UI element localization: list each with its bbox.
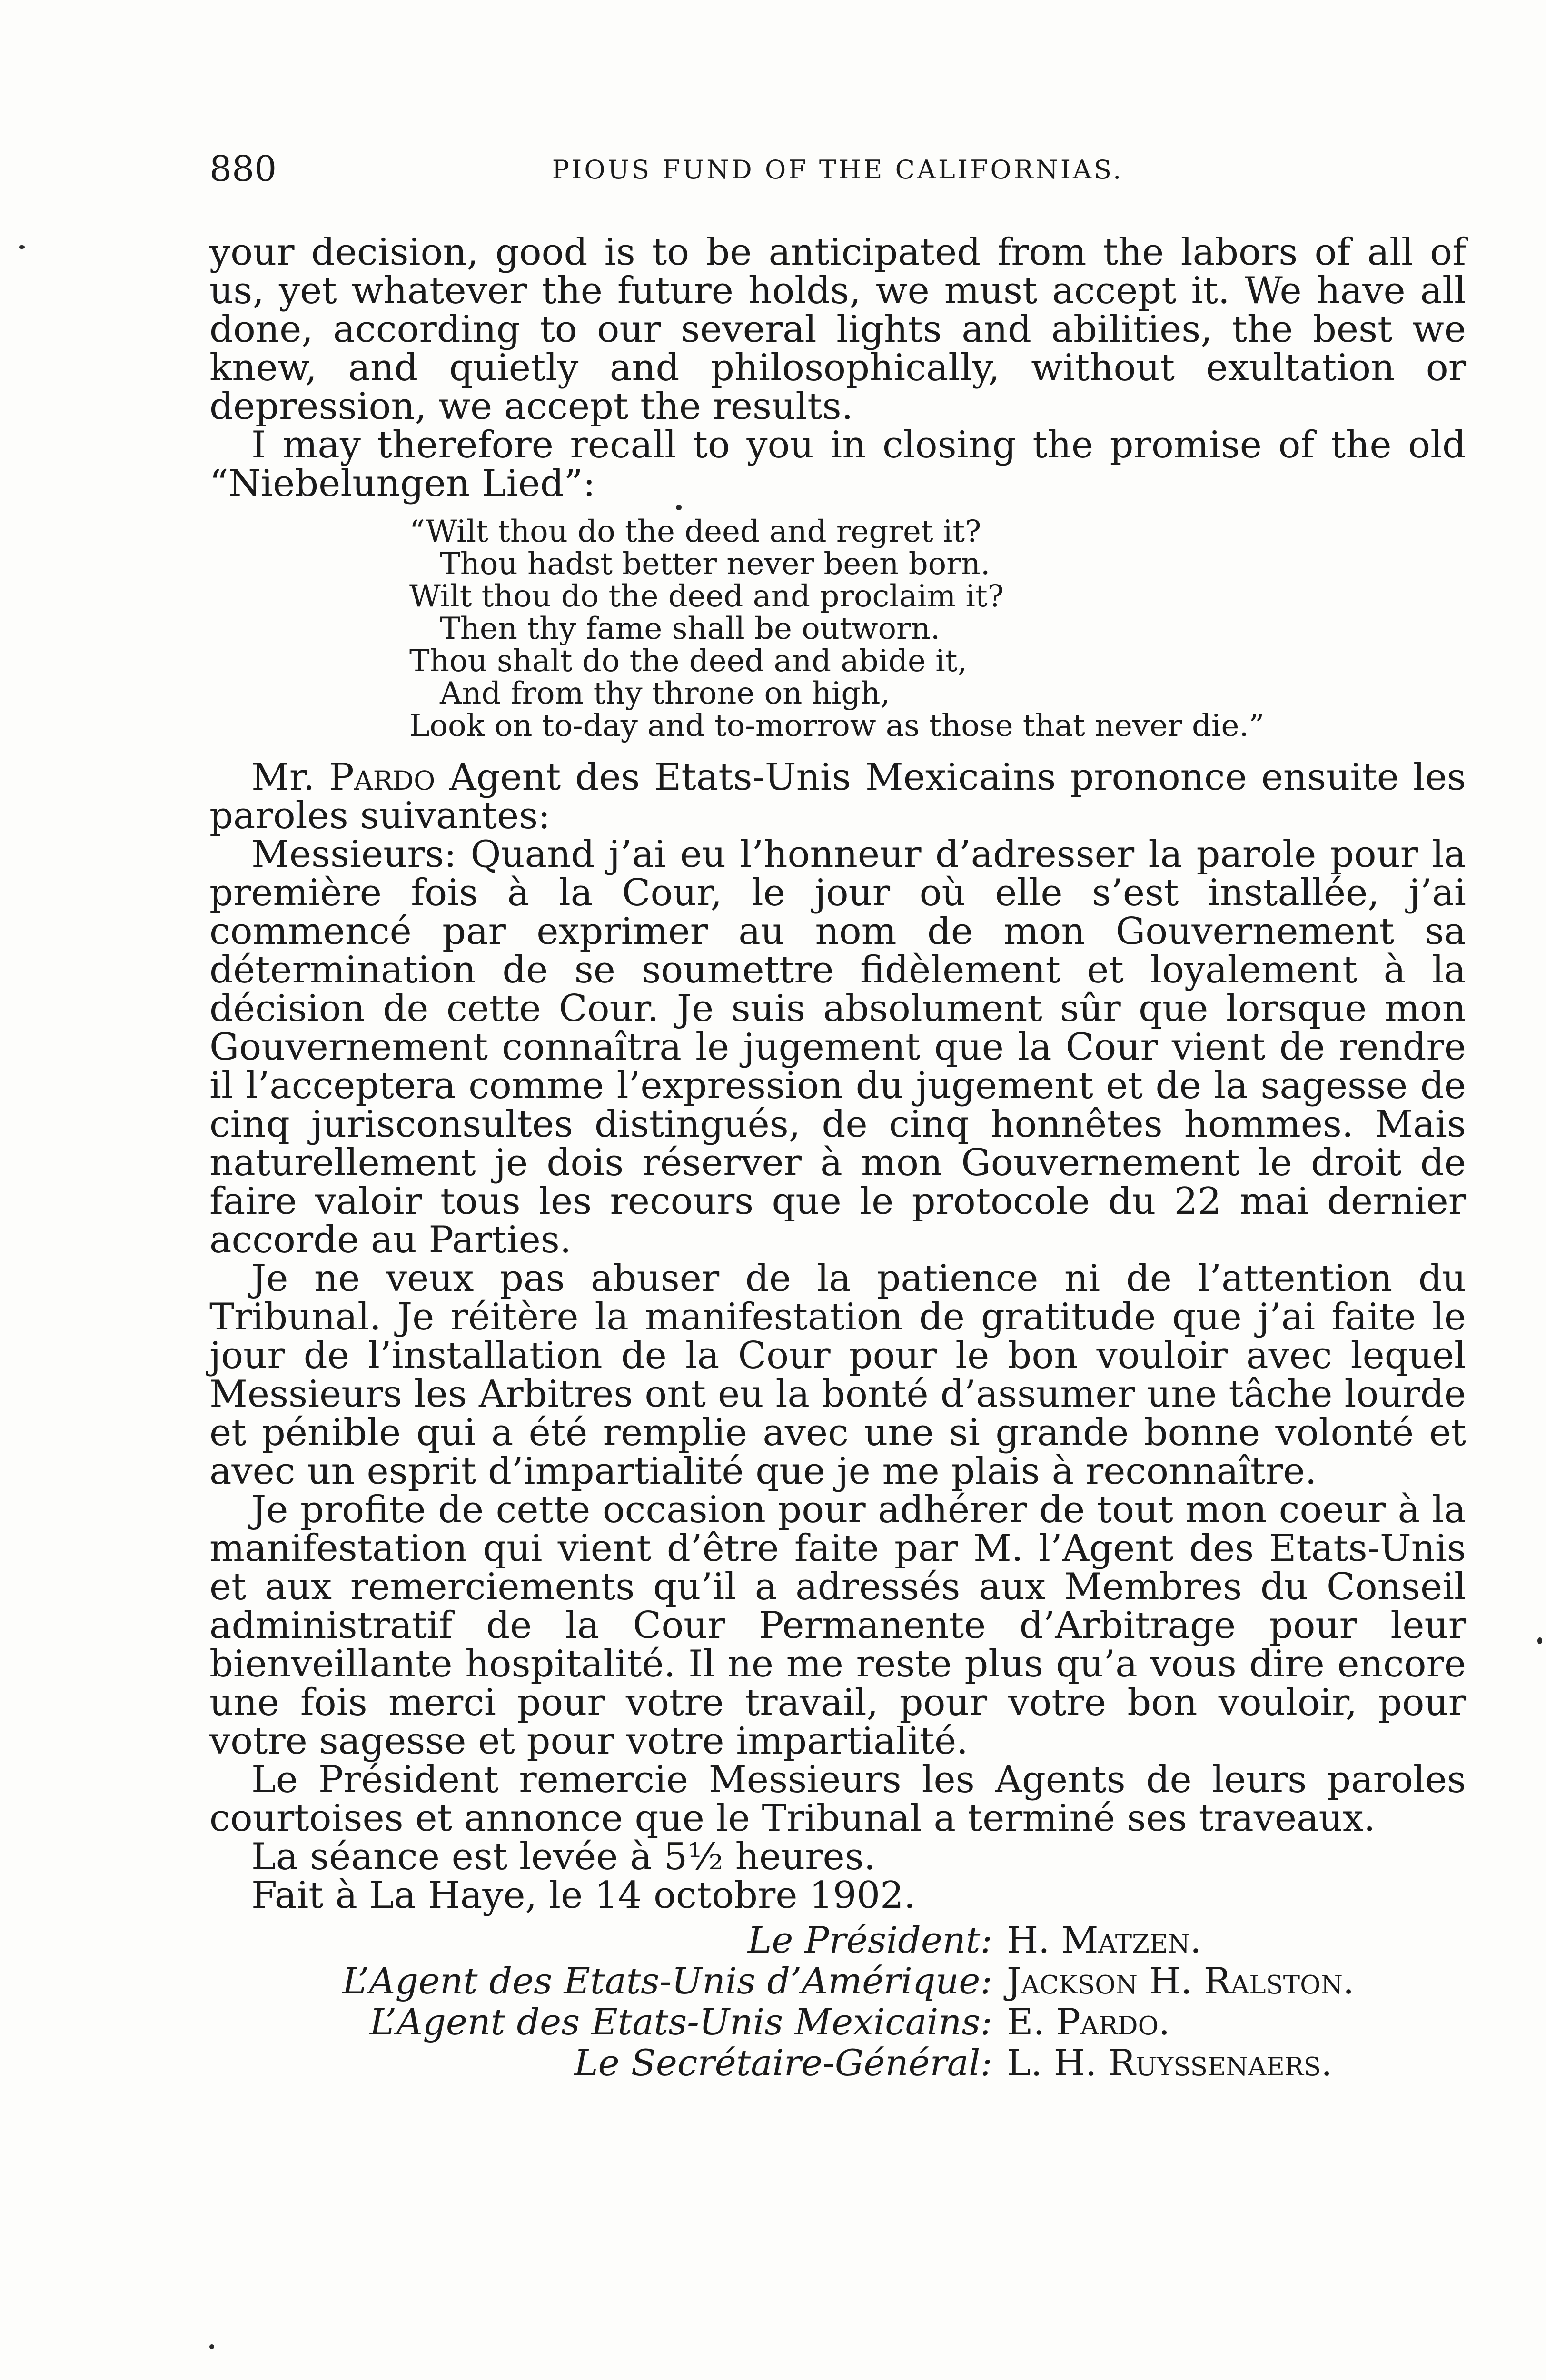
poem-line: Thou hadst better never been born.	[440, 546, 991, 582]
paragraph-president-thanks: Le Président remercie Messieurs les Agents de leurs paroles courtoises et annonce que le Tribunal a terminé ses traveaux.	[209, 1758, 1466, 1840]
paragraph-decision: your decision, good is to be anticipated from the labors of all of us, yet whatever the future holds, we must accept it. We have all done, according to our several lights and abilities, the best we knew, and quietly and philosophically, without exultation or depression, we accept the results.	[209, 231, 1466, 428]
paragraph-patience: Je ne veux pas abuser de la patience ni de l’attention du Tribunal. Je réitère la manifestation de gratitude que j’ai faite le jour de l’installation de la Cour pour le bon vouloir avec lequel Messieurs les Arbitres ont eu la bonté d’assumer une tâche lourde et pénible qui a été remplie avec une si grande bonne volonté et avec un esprit d’impartialité que je me plais à reconnaître.	[209, 1257, 1466, 1493]
signature-row	[209, 2043, 1466, 2083]
paragraph-occasion: Je profite de cette occasion pour adhérer de tout mon coeur à la manifestation qui vient d’être faite par M. l’Agent des Etats-Unis et aux remerciements qu’il a adressés aux Membres du Conseil administratif de la Cour Permanente d’Arbitrage pour leur bienveillante hospitalité. Il ne me reste plus qu’a vous dire encore une fois merci pour votre travail, pour votre bon vouloir, pour votre sagesse et pour votre impartialité.	[209, 1488, 1466, 1763]
scan-speck	[209, 2344, 214, 2349]
signature-title: L’Agent des Etats-Unis d’Amérique:	[342, 1960, 992, 2002]
signature-title: Le Président:	[747, 1919, 992, 1961]
scan-speck	[1537, 1637, 1542, 1644]
poem-line: And from thy throne on high,	[440, 676, 890, 711]
signature-name: E. Pardo.	[1007, 2001, 1170, 2043]
poem-line: Then thy fame shall be outworn.	[440, 611, 941, 646]
poem-line: Look on to-day and to-morrow as those that never die.”	[409, 708, 1265, 744]
signature-name: Jackson H. Ralston.	[1007, 1960, 1355, 2002]
pardo-intro-rest: Agent des Etats-Unis Mexicains prononce ensuite les paroles suivantes:	[209, 756, 1467, 837]
poem-quotation	[409, 516, 1466, 742]
signature-name: L. H. Ruyssenaers.	[1007, 2042, 1333, 2084]
poem-line: Thou shalt do the deed and abide it,	[409, 644, 967, 679]
signature-name: H. Matzen.	[1007, 1919, 1202, 1961]
scan-speck	[676, 505, 682, 510]
signature-row	[209, 2002, 1466, 2043]
signature-row	[209, 1920, 1466, 1961]
page-number: 880	[209, 149, 277, 189]
paragraph-fait-la-haye: Fait à La Haye, le 14 octobre 1902.	[251, 1874, 916, 1917]
page-header	[209, 143, 1466, 195]
pardo-prefix: Mr.	[251, 756, 315, 799]
paragraph-recall: I may therefore recall to you in closing the promise of the old “Niebelungen Lied”:	[209, 424, 1466, 505]
signature-row	[209, 1961, 1466, 2002]
scan-speck	[19, 245, 25, 249]
poem-line: “Wilt thou do the deed and regret it?	[409, 514, 981, 549]
paragraph-seance-levee: La séance est levée à 5½ heures.	[251, 1835, 876, 1878]
page-body	[209, 233, 1466, 2083]
paragraph-messieurs: Messieurs: Quand j’ai eu l’honneur d’adresser la parole pour la première fois à la Cour, le jour où elle s’est installée, j’ai commencé par exprimer au nom de mon Gouvernement sa détermination de se soumettre fidèlement et loyalement à la décision de cette Cour. Je suis absolument sûr que lorsque mon Gouvernement connaîtra le jugement que la Cour vient de rendre il l’acceptera comme l’expression du jugement et de la sagesse de cinq jurisconsultes distingués, de cinq honnêtes hommes. Mais naturellement je dois réserver à mon Gouvernement le droit de faire valoir tous les recours que le protocole du 22 mai dernier accorde au Parties.	[209, 833, 1466, 1261]
paragraph-pardo-intro	[209, 758, 1466, 835]
poem-line: Wilt thou do the deed and proclaim it?	[409, 579, 1004, 614]
running-title: PIOUS FUND OF THE CALIFORNIAS.	[552, 155, 1124, 185]
signature-title: Le Secrétaire-Général:	[574, 2042, 992, 2084]
signature-title: L’Agent des Etats-Unis Mexicains:	[369, 2001, 992, 2043]
signature-block	[209, 1920, 1466, 2083]
pardo-name: Pardo	[329, 756, 436, 799]
